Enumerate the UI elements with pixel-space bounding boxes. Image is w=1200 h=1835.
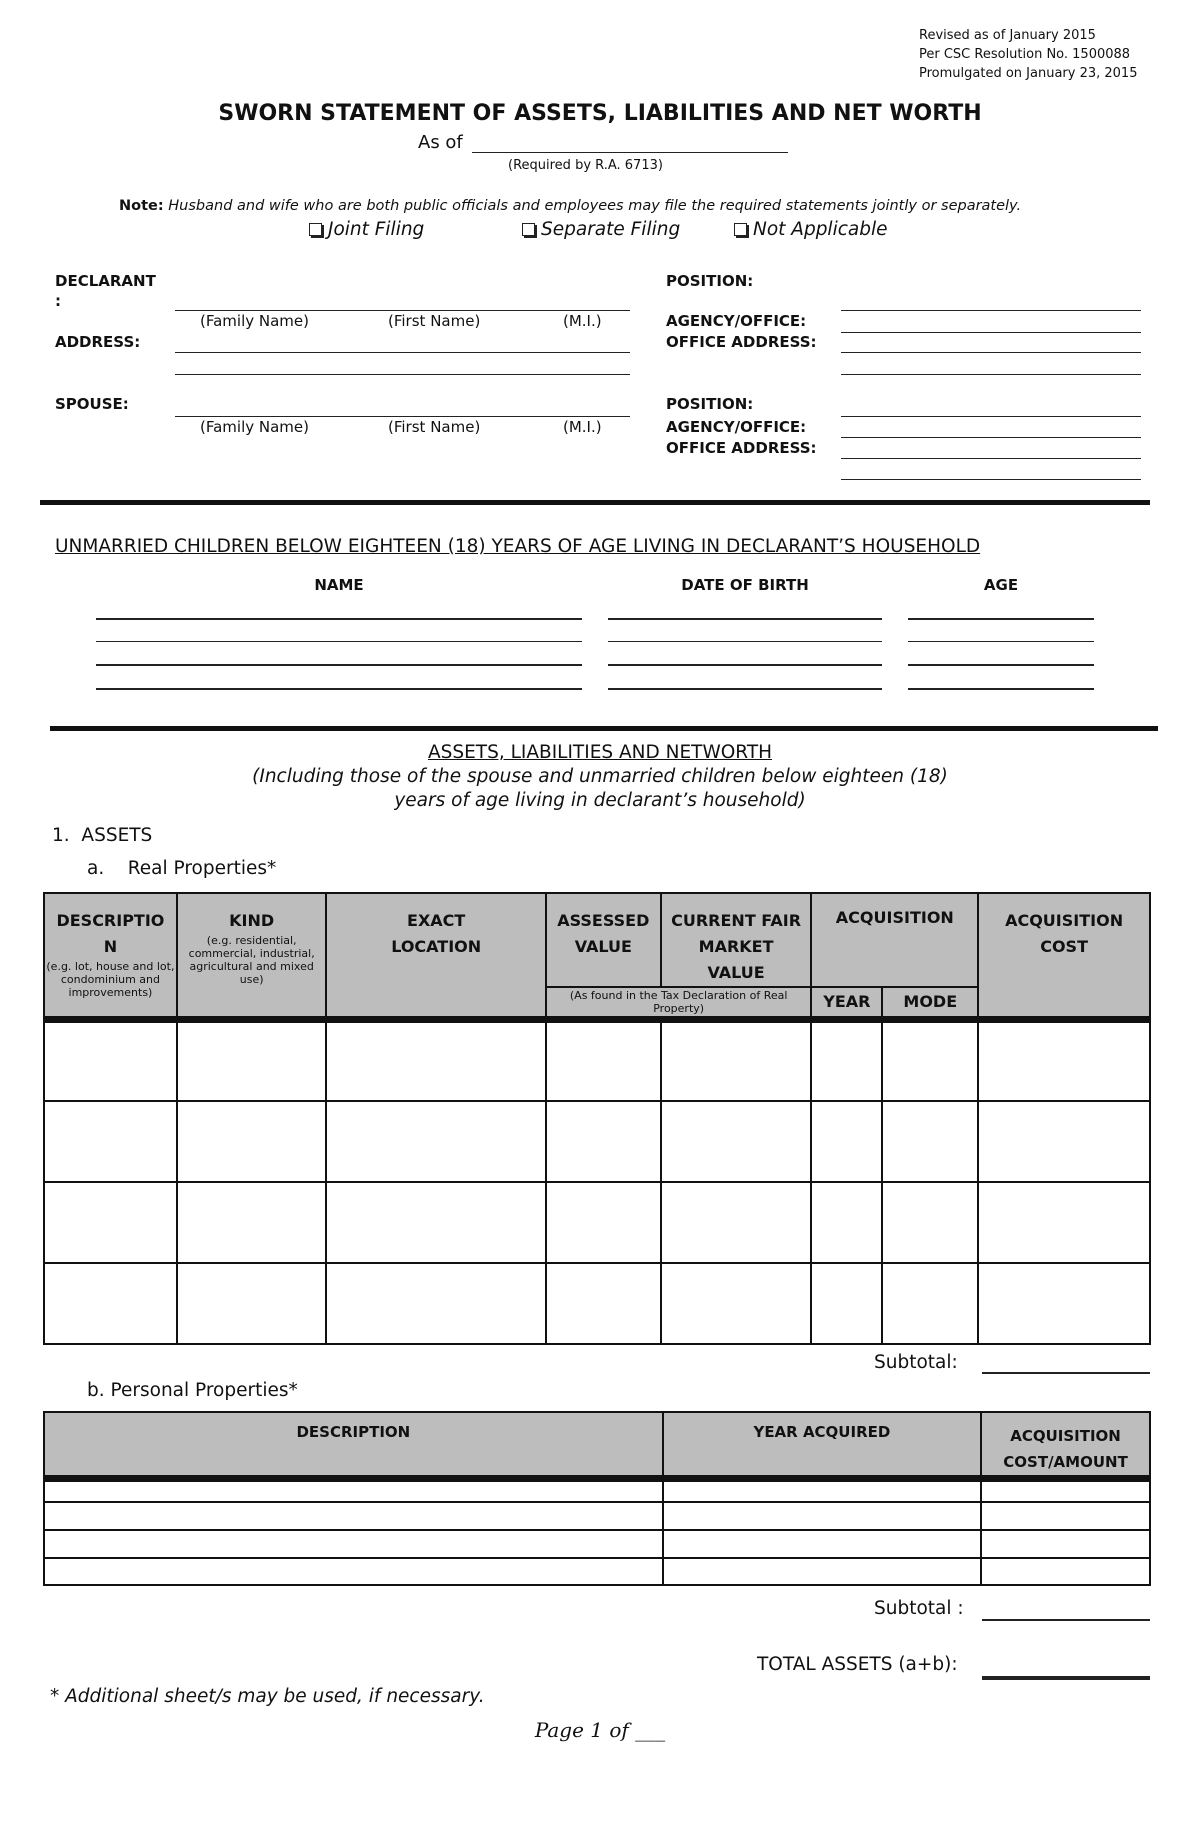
table-cell[interactable] <box>44 1502 663 1530</box>
declarant-agency-field[interactable] <box>841 332 1141 333</box>
real-cfmv-label-1: CURRENT FAIR <box>671 911 802 930</box>
table-cell[interactable] <box>177 1263 327 1344</box>
table-cell[interactable] <box>663 1530 981 1558</box>
table-cell[interactable] <box>546 1101 661 1182</box>
spouse-label: SPOUSE: <box>55 395 129 413</box>
table-cell[interactable] <box>44 1019 177 1101</box>
child-dob-field[interactable] <box>608 688 882 690</box>
real-year-header: YEAR <box>811 987 882 1019</box>
total-assets-field[interactable] <box>982 1676 1150 1680</box>
table-cell[interactable] <box>661 1101 812 1182</box>
revision-line-2: Per CSC Resolution No. 1500088 <box>919 47 1131 62</box>
child-dob-field[interactable] <box>608 641 882 642</box>
table-row <box>44 1182 1150 1263</box>
footnote: * Additional sheet/s may be used, if necessary. <box>50 1686 485 1707</box>
spouse-office-address-field-1[interactable] <box>841 458 1141 459</box>
table-cell[interactable] <box>978 1263 1150 1344</box>
spouse-office-address-label: OFFICE ADDRESS: <box>666 439 817 457</box>
page-title: SWORN STATEMENT OF ASSETS, LIABILITIES AND NET WORTH <box>218 101 982 126</box>
separate-filing-option[interactable] <box>522 219 680 240</box>
real-description-header-a: DESCRIPTIO <box>56 911 165 930</box>
personal-properties-table <box>43 1411 1151 1586</box>
not-applicable-checkbox[interactable] <box>734 223 747 236</box>
personal-year-header: YEAR ACQUIRED <box>663 1412 981 1479</box>
not-applicable-label: Not Applicable <box>753 219 888 240</box>
address-label: ADDRESS: <box>55 333 141 351</box>
declarant-position-label: POSITION: <box>666 272 754 290</box>
table-cell[interactable] <box>546 1263 661 1344</box>
table-cell[interactable] <box>978 1019 1150 1101</box>
declarant-office-address-field-1[interactable] <box>841 352 1141 353</box>
section-divider-1 <box>40 500 1150 505</box>
spouse-name-field[interactable] <box>175 416 630 417</box>
child-name-field[interactable] <box>96 664 582 666</box>
spouse-agency-label: AGENCY/OFFICE: <box>666 418 807 436</box>
table-cell[interactable] <box>978 1101 1150 1182</box>
spouse-position-field[interactable] <box>841 416 1141 417</box>
address-field-2[interactable] <box>175 374 630 375</box>
table-cell[interactable] <box>44 1101 177 1182</box>
table-cell[interactable] <box>326 1263 545 1344</box>
note <box>119 198 1021 214</box>
table-row <box>44 1263 1150 1344</box>
real-properties-heading <box>87 858 276 879</box>
table-row <box>44 1479 1150 1502</box>
real-subtotal-label: Subtotal: <box>874 1352 958 1373</box>
spouse-office-address-field-2[interactable] <box>841 479 1141 480</box>
real-assessed-header <box>546 893 661 987</box>
real-kind-label: KIND <box>229 911 275 930</box>
table-cell[interactable] <box>546 1019 661 1101</box>
real-description-header-b: N <box>103 937 118 956</box>
declarant-position-field[interactable] <box>841 310 1141 311</box>
children-title: UNMARRIED CHILDREN BELOW EIGHTEEN (18) YEARS OF AGE LIVING IN DECLARANT’S HOUSEHOLD <box>55 536 981 557</box>
table-cell[interactable] <box>981 1558 1150 1585</box>
spouse-first-name-caption: (First Name) <box>388 418 481 436</box>
real-description-note: (e.g. lot, house and lot, condominium and improvements) <box>46 960 175 999</box>
table-cell[interactable] <box>44 1182 177 1263</box>
table-cell[interactable] <box>811 1101 882 1182</box>
separate-filing-label: Separate Filing <box>541 219 681 240</box>
table-cell[interactable] <box>177 1182 327 1263</box>
real-assessed-label: ASSESSED <box>557 911 650 930</box>
table-row <box>44 1558 1150 1585</box>
declarant-agency-label: AGENCY/OFFICE: <box>666 312 807 330</box>
child-age-field[interactable] <box>908 641 1094 642</box>
real-description-header <box>44 893 177 1019</box>
real-cfmv-header <box>661 893 812 987</box>
table-cell[interactable] <box>981 1479 1150 1502</box>
children-dob-header: DATE OF BIRTH <box>681 576 809 594</box>
table-cell[interactable] <box>882 1101 978 1182</box>
real-kind-header <box>177 893 327 1019</box>
assets-section-subtitle-2: years of age living in declarant’s household) <box>394 790 806 811</box>
personal-description-header: DESCRIPTION <box>44 1412 663 1479</box>
table-cell[interactable] <box>326 1019 545 1101</box>
real-tax-note: (As found in the Tax Declaration of Real Property) <box>569 988 788 1015</box>
personal-cost-header <box>981 1412 1150 1479</box>
table-cell[interactable] <box>663 1558 981 1585</box>
personal-cost-label-2: COST/AMOUNT <box>1003 1453 1128 1471</box>
table-cell[interactable] <box>882 1182 978 1263</box>
table-cell[interactable] <box>882 1263 978 1344</box>
real-cfmv-label-2: MARKET <box>698 937 774 956</box>
personal-properties-label: b. Personal Properties* <box>87 1380 298 1401</box>
children-name-header: NAME <box>314 576 364 594</box>
child-name-field[interactable] <box>96 618 582 620</box>
table-cell[interactable] <box>663 1479 981 1502</box>
real-cfmv-label-3: VALUE <box>707 963 765 982</box>
declarant-label: DECLARANT <box>55 272 156 290</box>
table-cell[interactable] <box>661 1182 812 1263</box>
table-cell[interactable] <box>326 1182 545 1263</box>
child-age-field[interactable] <box>908 688 1094 690</box>
real-properties-table <box>43 892 1151 1345</box>
spouse-position-label: POSITION: <box>666 395 754 413</box>
real-tax-note-cell <box>546 987 812 1019</box>
total-assets-label: TOTAL ASSETS (a+b): <box>757 1654 958 1675</box>
table-cell[interactable] <box>326 1101 545 1182</box>
revision-line-3: Promulgated on January 23, 2015 <box>919 66 1138 81</box>
spouse-agency-field[interactable] <box>841 437 1141 438</box>
table-cell[interactable] <box>546 1182 661 1263</box>
revision-line-1: Revised as of January 2015 <box>919 28 1096 43</box>
joint-filing-option[interactable] <box>309 219 424 240</box>
child-age-field[interactable] <box>908 618 1094 620</box>
real-acquisition-header: ACQUISITION <box>811 893 978 987</box>
as-of-field[interactable] <box>472 152 788 153</box>
table-cell[interactable] <box>978 1182 1150 1263</box>
revision-note <box>919 26 1137 83</box>
spouse-family-name-caption: (Family Name) <box>200 418 309 436</box>
note-label: Note: <box>119 198 164 214</box>
table-cell[interactable] <box>177 1101 327 1182</box>
declarant-office-address-field-2[interactable] <box>841 374 1141 375</box>
table-cell[interactable] <box>661 1019 812 1101</box>
assets-label: ASSETS <box>81 825 153 846</box>
declarant-mi-caption: (M.I.) <box>563 312 602 330</box>
child-dob-field[interactable] <box>608 664 882 666</box>
real-subtotal-field[interactable] <box>982 1372 1150 1374</box>
child-dob-field[interactable] <box>608 618 882 620</box>
declarant-first-name-caption: (First Name) <box>388 312 481 330</box>
table-cell[interactable] <box>177 1019 327 1101</box>
real-acq-cost-label-1: ACQUISITION <box>1005 911 1124 930</box>
real-properties-letter: a. <box>87 858 105 879</box>
real-properties-label: Real Properties* <box>127 858 277 879</box>
real-mode-header: MODE <box>882 987 978 1019</box>
page-number: Page 1 of ___ <box>534 1718 666 1742</box>
table-row <box>44 1019 1150 1101</box>
table-cell[interactable] <box>44 1479 663 1502</box>
not-applicable-option[interactable] <box>734 219 888 240</box>
table-row <box>44 1101 1150 1182</box>
real-acq-cost-header <box>978 893 1150 1019</box>
assets-heading <box>52 825 152 846</box>
real-kind-note: (e.g. residential, commercial, industrial, agricultural and mixed use) <box>188 934 315 986</box>
assets-section-title: ASSETS, LIABILITIES AND NETWORTH <box>427 742 773 763</box>
declarant-family-name-caption: (Family Name) <box>200 312 309 330</box>
real-value-label: VALUE <box>574 937 632 956</box>
section-divider-2 <box>50 726 1158 731</box>
declarant-name-field[interactable] <box>175 310 630 311</box>
table-cell[interactable] <box>663 1502 981 1530</box>
table-cell[interactable] <box>981 1530 1150 1558</box>
table-cell[interactable] <box>811 1182 882 1263</box>
real-location-header <box>326 893 545 1019</box>
table-row <box>44 1530 1150 1558</box>
table-cell[interactable] <box>44 1263 177 1344</box>
child-name-field[interactable] <box>96 688 582 690</box>
separate-filing-checkbox[interactable] <box>522 223 535 236</box>
table-cell[interactable] <box>661 1263 812 1344</box>
assets-number: 1. <box>52 825 70 846</box>
table-cell[interactable] <box>811 1263 882 1344</box>
personal-subtotal-label: Subtotal : <box>874 1598 964 1619</box>
personal-subtotal-field[interactable] <box>982 1619 1150 1621</box>
table-cell[interactable] <box>44 1530 663 1558</box>
child-age-field[interactable] <box>908 664 1094 666</box>
table-cell[interactable] <box>981 1502 1150 1530</box>
declarant-colon: : <box>55 292 61 310</box>
table-row <box>44 1502 1150 1530</box>
table-cell[interactable] <box>44 1558 663 1585</box>
required-note: (Required by R.A. 6713) <box>508 158 663 173</box>
spouse-mi-caption: (M.I.) <box>563 418 602 436</box>
real-acq-cost-label-2: COST <box>1040 937 1088 956</box>
as-of-label: As of <box>418 132 463 153</box>
child-name-field[interactable] <box>96 641 582 642</box>
real-location-label: LOCATION <box>391 937 482 956</box>
personal-cost-label-1: ACQUISITION <box>1010 1427 1121 1445</box>
table-cell[interactable] <box>882 1019 978 1101</box>
address-field-1[interactable] <box>175 352 630 353</box>
children-age-header: AGE <box>983 576 1019 594</box>
declarant-office-address-label: OFFICE ADDRESS: <box>666 333 817 351</box>
real-exact-label: EXACT <box>407 911 466 930</box>
joint-filing-label: Joint Filing <box>328 219 425 240</box>
assets-section-subtitle-1: (Including those of the spouse and unmarried children below eighteen (18) <box>252 766 948 787</box>
joint-filing-checkbox[interactable] <box>309 223 322 236</box>
table-cell[interactable] <box>811 1019 882 1101</box>
note-text: Husband and wife who are both public officials and employees may file the required statements jointly or separately. <box>168 198 1022 214</box>
